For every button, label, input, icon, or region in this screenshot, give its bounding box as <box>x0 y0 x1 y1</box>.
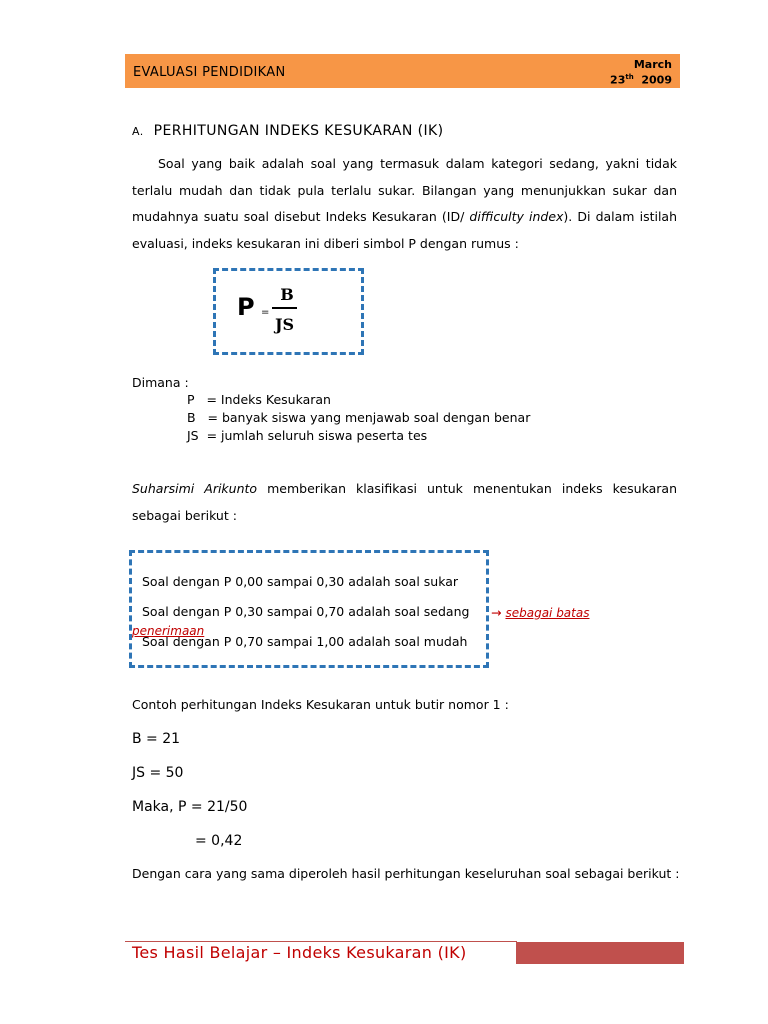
definition-symbol: JS <box>187 428 199 443</box>
formula-denominator: JS <box>274 315 295 334</box>
header-day-suffix: th <box>625 73 634 81</box>
acceptance-annotation <box>491 605 589 620</box>
header-day: 23 <box>610 73 626 87</box>
footer-title: Tes Hasil Belajar – Indeks Kesukaran (IK) <box>132 943 467 962</box>
example-result: = 0,42 <box>195 833 243 849</box>
classification-intro <box>132 476 677 529</box>
definition-meaning: = banyak siswa yang menjawab soal dengan benar <box>207 410 531 425</box>
page-header <box>125 54 680 88</box>
intro-italic: difficulty index <box>469 209 564 224</box>
example-heading: Contoh perhitungan Indeks Kesukaran untuk butir nomor 1 : <box>132 697 509 712</box>
formula-equals: = <box>261 307 270 318</box>
example-calculation: Maka, P = 21/50 <box>132 799 248 815</box>
annotation-text: sebagai batas <box>505 606 590 620</box>
header-title: EVALUASI PENDIDIKAN <box>133 65 286 80</box>
formula-numerator: B <box>280 285 294 304</box>
section-letter: A. <box>132 125 144 138</box>
intro-text-1: Soal yang baik adalah soal yang termasuk dalam kategori sedang, yakni tidak terlalu mudah dan tidak pula terlalu sukar. Bilangan yang menunjukkan sukar dan mudahnya suatu soal disebut Indeks Kesukaran (ID/ <box>132 156 677 224</box>
section-heading <box>132 123 443 139</box>
classification-item-mudah: Soal dengan P 0,70 sampai 1,00 adalah soal mudah <box>142 634 468 649</box>
example-b-value: B = 21 <box>132 731 181 747</box>
example-js-value: JS = 50 <box>132 765 184 781</box>
conclusion-text: Dengan cara yang sama diperoleh hasil perhitungan keseluruhan soal sebagai berikut : <box>132 866 680 881</box>
header-year: 2009 <box>641 73 672 87</box>
annotation-continuation: penerimaan <box>132 624 205 638</box>
definition-meaning: = Indeks Kesukaran <box>206 392 331 407</box>
definition-symbol: P <box>187 392 195 407</box>
arrow-icon: → <box>491 605 502 620</box>
definition-symbol: B <box>187 410 196 425</box>
intro-text-2: ). Di dalam istilah evaluasi, indeks kesukaran ini diberi simbol P dengan rumus : <box>132 209 678 251</box>
definition-js <box>187 428 427 443</box>
formula-box <box>213 268 364 355</box>
formula-lhs: P <box>237 293 255 321</box>
definition-b <box>187 410 530 425</box>
definitions-label: Dimana : <box>132 375 189 390</box>
section-title: PERHITUNGAN INDEKS KESUKARAN (IK) <box>153 123 444 139</box>
header-date <box>610 73 672 87</box>
classification-item-sedang: Soal dengan P 0,30 sampai 0,70 adalah soal sedang <box>142 604 470 619</box>
intro-paragraph <box>132 151 677 257</box>
header-month: March <box>633 58 672 71</box>
footer-accent-bar <box>516 942 684 964</box>
classification-item-sukar: Soal dengan P 0,00 sampai 0,30 adalah soal sukar <box>142 574 459 589</box>
author-name: Suharsimi Arikunto <box>132 481 258 496</box>
classification-intro-text: memberikan klasifikasi untuk menentukan indeks kesukaran sebagai berikut : <box>132 481 677 523</box>
footer-divider <box>125 941 517 942</box>
formula-fraction-bar <box>272 307 297 309</box>
definition-p <box>187 392 331 407</box>
definition-meaning: = jumlah seluruh siswa peserta tes <box>206 428 428 443</box>
